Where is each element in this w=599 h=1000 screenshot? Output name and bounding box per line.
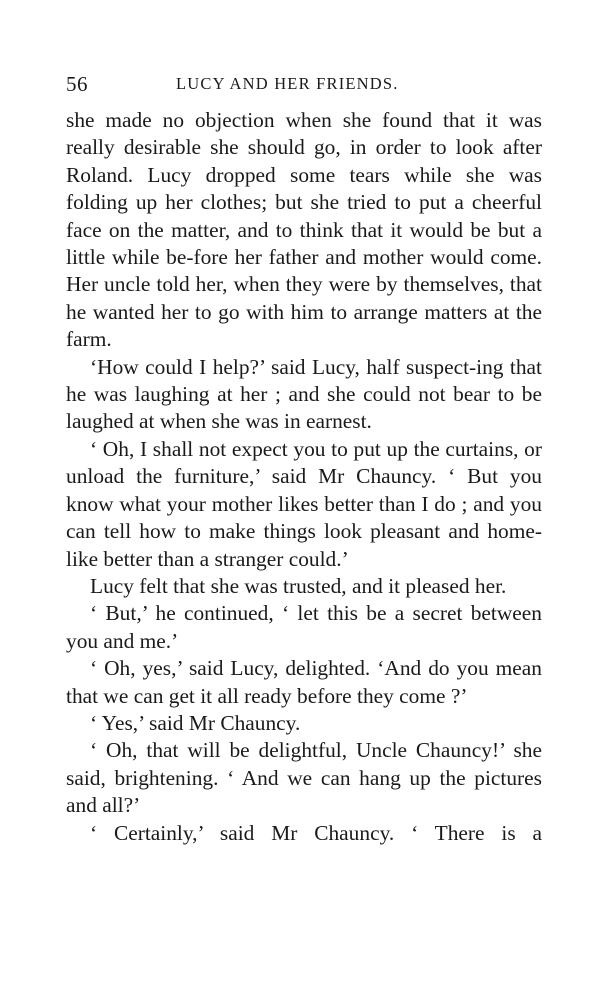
paragraph: ‘How could I help?’ said Lucy, half suspect-ing that he was laughing at her ; and she could not bear to be laughed at when she was in earnest. [66, 354, 542, 434]
paragraph: ‘ Oh, I shall not expect you to put up the curtains, or unload the furniture,’ said Mr Chauncy. ‘ But you know what your mother likes better than I do ; and you can tell how to make things look pleasant and home-like better than a stranger could.’ [66, 436, 542, 571]
paragraph: ‘ But,’ he continued, ‘ let this be a secret between you and me.’ [66, 601, 542, 653]
running-title: LUCY AND HER FRIENDS. [176, 74, 399, 93]
page-header [66, 72, 542, 96]
page-number: 56 [66, 72, 88, 96]
paragraph: ‘ Certainly,’ said Mr Chauncy. ‘ There is a [90, 820, 542, 845]
paragraph: Lucy felt that she was trusted, and it pleased her. [90, 573, 507, 598]
paragraph: she made no objection when she found that it was really desirable she should go, in order to look after Roland. Lucy dropped some tears while she was folding up her clothes; but she tried to put a cheerful face on the matter, and to think that it would be but a little while be-fore her father and mother would come. Her uncle told her, when they were by themselves, that he wanted her to go with him to arrange matters at the farm. [66, 108, 542, 352]
paragraph: ‘ Yes,’ said Mr Chauncy. [90, 710, 301, 735]
paragraph: ‘ Oh, that will be delightful, Uncle Chauncy!’ she said, brightening. ‘ And we can hang up the pictures and all?’ [66, 738, 542, 818]
body-text [66, 107, 542, 847]
paragraph: ‘ Oh, yes,’ said Lucy, delighted. ‘And do you mean that we can get it all ready before they come ?’ [66, 656, 542, 708]
